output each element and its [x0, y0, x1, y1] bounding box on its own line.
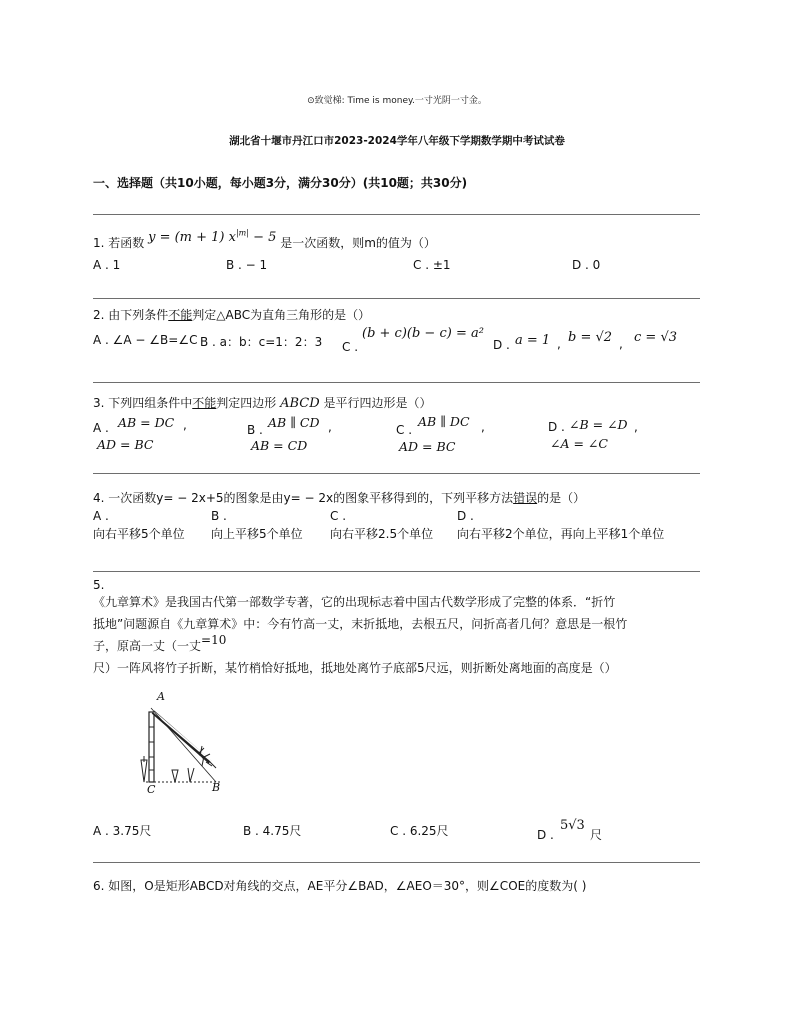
q3-option-b-label[interactable]: B .: [247, 423, 263, 437]
q4-option-c-text: 向右平移2.5个单位: [330, 527, 434, 541]
q1-option-a[interactable]: A . 1: [93, 258, 121, 272]
question-3: 3. 下列四组条件中不能判定四边形 ABCD 是平行四边形是（）: [93, 396, 432, 411]
divider: [93, 862, 700, 863]
hypotenuse-line: [151, 708, 216, 782]
q3-option-d-line2: ∠A = ∠C: [550, 436, 608, 451]
q5-option-b[interactable]: B . 4.75尺: [243, 824, 302, 838]
q5-option-d-math: 5√3: [560, 818, 585, 833]
q3-option-c-line2: AD = BC: [399, 439, 456, 454]
q2-option-c-formula: (b + c)(b − c) = a²: [362, 326, 484, 341]
q4-option-b-text: 向上平移5个单位: [211, 527, 303, 541]
q1-option-b[interactable]: B . − 1: [226, 258, 268, 272]
q2-option-c-label[interactable]: C .: [342, 340, 359, 354]
broken-bamboo-inner: [154, 712, 211, 761]
q3-option-d-line1: ∠B = ∠D: [569, 417, 628, 432]
q3-option-b-line1: AB ∥ CD: [268, 415, 320, 430]
divider: [93, 382, 700, 383]
section-heading: 一、选择题（共10小题，每小题3分，满分30分）(共10题；共30分): [93, 176, 468, 190]
q2-option-d-b: b = √2: [568, 330, 613, 345]
q4-option-a-label[interactable]: A .: [93, 509, 109, 523]
divider: [93, 214, 700, 215]
q3-option-b-line2: AB = CD: [251, 438, 308, 453]
q1-formula: y = (m + 1) x: [148, 230, 236, 245]
bamboo-figure: [138, 690, 238, 800]
divider: [93, 571, 700, 572]
divider: [93, 298, 700, 299]
motto: ⊙致觉梯: Time is money.一寸光阴一寸金。: [307, 96, 487, 106]
q3-option-c-line1: AB ∥ DC: [418, 414, 470, 429]
question-1: 1. 若函数 y = (m + 1) $x^{|m|} - 5$ 是一次函数，则m的值为（）: [93, 228, 436, 250]
small-plant: [172, 770, 178, 782]
q4-option-d-label[interactable]: D .: [457, 509, 474, 523]
small-plant: [141, 756, 147, 782]
question-2: 2. 由下列条件不能判定△ABC为直角三角形的是（）: [93, 308, 371, 322]
q2-option-a[interactable]: A . ∠A − ∠B=∠C: [93, 333, 198, 347]
q5-option-c[interactable]: C . 6.25尺: [390, 824, 449, 838]
q3-option-a-line2: AD = BC: [97, 437, 154, 452]
question-4: 4. 一次函数y= − 2x+5的图象是由y= − 2x的图象平移得到的，下列平移方法错误的是（）: [93, 491, 586, 505]
bamboo-stalk: [149, 712, 154, 782]
q1-option-d[interactable]: D . 0: [572, 258, 601, 272]
q2-option-b[interactable]: B . a：b：c=1：2：3: [200, 335, 323, 349]
exam-title: 湖北省十堰市丹江口市2023-2024学年八年级下学期数学期中考试试卷: [229, 135, 565, 147]
q2-option-d-label[interactable]: D .: [493, 338, 510, 352]
q4-option-b-label[interactable]: B .: [211, 509, 227, 523]
label-c: C: [147, 783, 156, 796]
q5-option-d-label[interactable]: D .: [537, 828, 554, 842]
question-5: 《九章算术》是我国古代第一部数学专著，它的出现标志着中国古代数学形成了完整的体系．“折竹 抵地”问题源自《九章算术》中：今有竹高一丈，末折抵地，去根五尺，问折高者几何？意思是一根竹 子，原高一丈（一丈=10 尺）一阵风将竹子折断，某竹梢恰好抵地，抵地处离竹子底部5尺远，则折断处离地面的高度是（）: [93, 595, 628, 675]
q2-option-d-c: c = √3: [634, 330, 677, 345]
q2-option-d-a: a = 1: [515, 333, 551, 348]
q3-abcd: ABCD: [280, 396, 320, 411]
question-6: 6. 如图，O是矩形ABCD对角线的交点，AE平分∠BAD，∠AEO＝30°，则∠COE的度数为( ): [93, 879, 587, 893]
q5-option-d-unit: 尺: [590, 828, 603, 842]
q1-option-c[interactable]: C . ±1: [413, 258, 451, 272]
q3-option-a-label[interactable]: A .: [93, 421, 109, 435]
small-plant: [188, 768, 194, 782]
q4-option-a-text: 向右平移5个单位: [93, 527, 185, 541]
q3-option-c-label[interactable]: C .: [396, 423, 413, 437]
q4-option-d-text: 向右平移2个单位，再向上平移1个单位: [457, 527, 665, 541]
label-b: B: [212, 781, 221, 794]
q4-option-c-label[interactable]: C .: [330, 509, 347, 523]
label-a: A: [157, 690, 165, 703]
q5-option-a[interactable]: A . 3.75尺: [93, 824, 152, 838]
q3-option-d-label[interactable]: D .: [548, 420, 565, 434]
q1-exponent: |m|: [235, 228, 249, 238]
q3-option-a-line1: AB = DC: [118, 415, 175, 430]
q5-number: 5.: [93, 578, 105, 592]
divider: [93, 473, 700, 474]
